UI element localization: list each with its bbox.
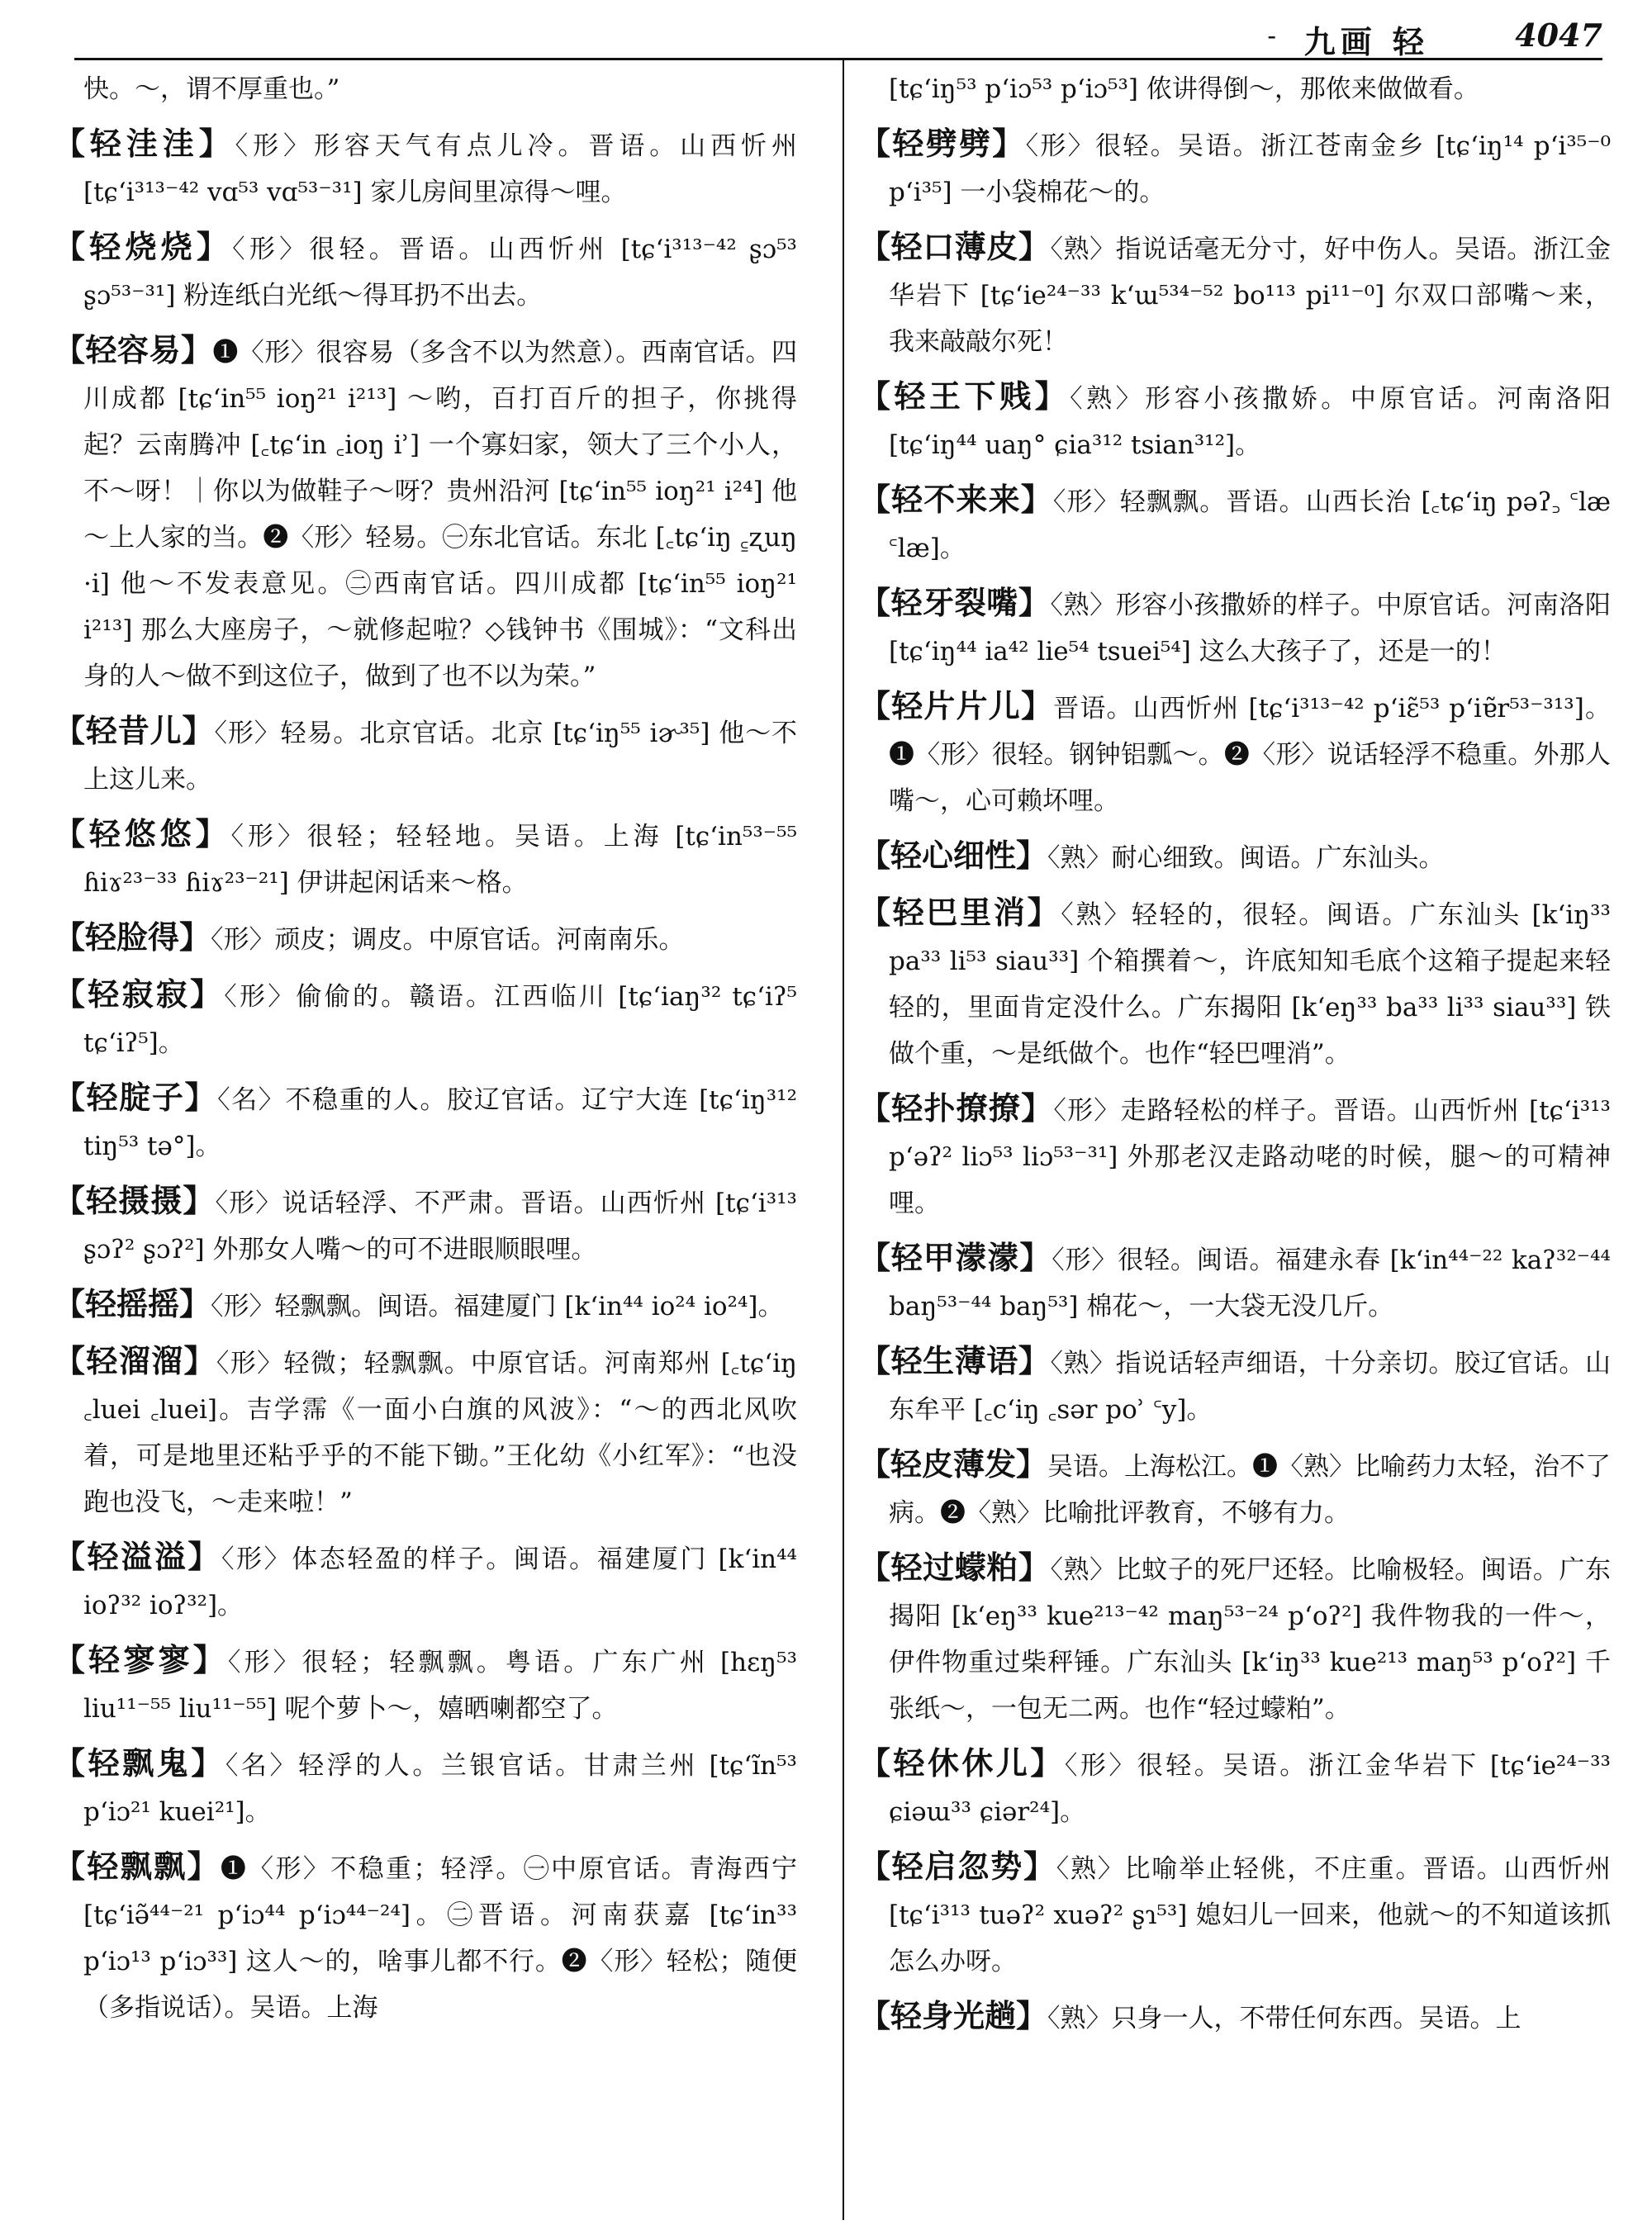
dictionary-entry	[859, 833, 1611, 881]
entry-headword: 【轻皮薄发】	[859, 1445, 1048, 1483]
entry-headword: 【轻溜溜】	[54, 1342, 216, 1379]
entry-definition: 〈熟〉指说话轻声细语，十分亲切。胶辽官话。山东牟平 [꜀cʻiŋ ꜀sər poʾ ꜂y]。	[889, 1349, 1611, 1425]
dictionary-entry	[54, 1338, 797, 1525]
entry-definition: 〈形〉走路轻松的样子。晋语。山西忻州 [tɕʻi³¹³ pʻəʔ² liɔ⁵³ liɔ⁵³⁻³¹] 外那老汉走路动咾的时候，腿～的可精神哩。	[889, 1096, 1611, 1218]
entry-definition: 〈熟〉指说话毫无分寸，好中伤人。吴语。浙江金华岩下 [tɕʻie²⁴⁻³³ kʻɯ⁵³⁴⁻⁵² bo¹¹³ pi¹¹⁻⁰] 尔双口部嘴～来，我来敲敲尔死！	[889, 235, 1611, 357]
dictionary-entry	[54, 224, 797, 319]
left-column	[54, 66, 797, 2039]
entry-definition: 吴语。上海松江。❶〈熟〉比喻药力太轻，治不了病。❷〈熟〉比喻批评教育，不够有力。	[889, 1452, 1612, 1528]
entry-definition: 〈形〉很轻。晋语。山西忻州 [tɕʻi³¹³⁻⁴² ʂɔ⁵³ ʂɔ⁵³⁻³¹] 粉连纸白光纸～得耳扔不出去。	[83, 235, 797, 311]
entry-definition: 〈熟〉比喻举止轻佻，不庄重。晋语。山西忻州 [tɕʻi³¹³ tuəʔ² xuəʔ² ʂɿ⁵³] 媳妇儿一回来，他就～的不知道该抓怎么办呀。	[889, 1854, 1611, 1976]
entry-headword: 【轻腚子】	[54, 1079, 218, 1116]
section-title: 九画 轻	[1303, 23, 1429, 60]
entry-definition: ❶〈形〉很容易（多含不以为然意）。西南官话。四川成都 [tɕʻin⁵⁵ ioŋ²¹ i²¹³] ～哟，百打百斤的担子，你挑得起？云南腾冲 [꜀tɕʻin ꜀ioŋ iʾ] 一个寡妇家，领大了三个小人，不～呀！｜你以为做鞋子～呀？贵州沿河 [tɕʻin⁵⁵ ioŋ²¹ i²⁴] 他～上人家的当。❷〈形〉轻易。㊀东北官话。东北 [꜀tɕʻiŋ ꜁ʐuŋ ·i] 他～不发表意见。㊁西南官话。四川成都 [tɕʻin⁵⁵ ioŋ²¹ i²¹³] 那么大座房子，～就修起啦？◇钱钟书《围城》：“文科出身的人～做不到这位子，做到了也不以为荣。”	[83, 338, 797, 691]
dictionary-entry	[859, 1740, 1611, 1835]
dictionary-entry	[859, 373, 1611, 468]
entry-definition: 〈形〉轻易。北京官话。北京 [tɕʻiŋ⁵⁵ iɚ³⁵] 他～不上这儿来。	[83, 719, 797, 795]
dictionary-entry	[54, 121, 797, 216]
entry-definition: 快。～，谓不厚重也。”	[83, 74, 340, 104]
entry-definition: 〈形〉很轻。吴语。浙江金华岩下 [tɕʻie²⁴⁻³³ ɕiəɯ³³ ɕiər²⁴]。	[889, 1751, 1611, 1827]
entry-definition: 〈熟〉轻轻的，很轻。闽语。广东汕头 [kʻiŋ³³ pa³³ li⁵³ siau³³] 个箱撰着～，许底知知毛底个这箱子提起来轻轻的，里面肯定没什么。广东揭阳 [kʻeŋ³³ ba³³ li³³ siau³³] 铁做个重，～是纸做个。也作“轻巴哩消”。	[889, 900, 1611, 1069]
dictionary-entry	[859, 1544, 1611, 1732]
entry-headword: 【轻王下贱】	[859, 377, 1070, 415]
entry-headword: 【轻扑撩撩】	[859, 1089, 1054, 1127]
dictionary-entry	[859, 1441, 1611, 1536]
dictionary-entry	[54, 1843, 797, 2031]
dictionary-entry	[859, 1338, 1611, 1433]
dictionary-entry	[859, 580, 1611, 675]
entry-definition: 〈熟〉比蚊子的死尸还轻。比喻极轻。闽语。广东揭阳 [kʻeŋ³³ kue²¹³⁻⁴² maŋ⁵³⁻²⁴ pʻoʔ²] 我件物我的一件～，伊件物重过柴秤锤。广东汕头 [kʻiŋ³³ kue²¹³ maŋ⁵³ pʻoʔ²] 千张纸～，一包无二两。也作“轻过蠓粕”。	[889, 1555, 1611, 1724]
dictionary-entry	[859, 1085, 1611, 1226]
entry-headword: 【轻溢溢】	[54, 1538, 221, 1575]
dictionary-entry	[859, 1235, 1611, 1330]
entry-headword: 【轻启忽势】	[859, 1848, 1056, 1885]
dictionary-entry	[859, 1843, 1611, 1985]
entry-headword: 【轻过蠓粕】	[859, 1549, 1051, 1586]
dictionary-entry	[54, 1075, 797, 1170]
entry-headword: 【轻不来来】	[859, 481, 1053, 518]
dictionary-entry	[54, 1178, 797, 1273]
entry-headword: 【轻生薄语】	[859, 1342, 1051, 1379]
entry-headword: 【轻飘飘】	[54, 1848, 221, 1885]
entry-definition: 〈名〉轻浮的人。兰银官话。甘肃兰州 [tɕʻĩn⁵³ pʻiɔ²¹ kuei²¹]。	[83, 1751, 797, 1827]
page-number: 4047	[1515, 17, 1602, 54]
entry-headword: 【轻洼洼】	[54, 125, 235, 162]
entry-definition: 〈熟〉只身一人，不带任何东西。吴语。上	[1047, 2004, 1521, 2033]
dictionary-entry	[54, 327, 797, 700]
entry-headword: 【轻巴里消】	[859, 894, 1061, 931]
entry-definition: 晋语。山西忻州 [tɕʻi³¹³⁻⁴² pʻiɛ̃⁵³ pʻiɐ̃r⁵³⁻³¹³]。❶〈形〉很轻。钢钟铝瓢～。❷〈形〉说话轻浮不稳重。外那人嘴～，心可赖坏哩。	[889, 694, 1611, 816]
dictionary-entry	[54, 1637, 797, 1732]
entry-headword: 【轻飘鬼】	[54, 1744, 225, 1782]
dictionary-entry	[54, 1281, 797, 1330]
dictionary-entry	[859, 1993, 1611, 2042]
entry-definition: 〈名〉不稳重的人。胶辽官话。辽宁大连 [tɕʻiŋ³¹² tiŋ⁵³ tə°]。	[83, 1085, 797, 1161]
dictionary-entry	[859, 890, 1611, 1077]
entry-definition: 〈形〉形容天气有点儿冷。晋语。山西忻州 [tɕʻi³¹³⁻⁴² vɑ⁵³ vɑ⁵³⁻³¹] 家儿房间里凉得～哩。	[83, 131, 797, 207]
entry-headword: 【轻片片儿】	[859, 687, 1054, 724]
entry-headword: 【轻休休儿】	[859, 1744, 1065, 1782]
entry-headword: 【轻容易】	[54, 331, 213, 368]
entry-headword: 【轻寥寥】	[54, 1641, 228, 1678]
entry-headword: 【轻甲濛濛】	[859, 1239, 1052, 1276]
entry-definition: 〈形〉轻飘飘。晋语。山西长治 [꜀tɕʻiŋ pəʔ꜆ ꜂læ ꜂læ]。	[889, 487, 1611, 563]
dictionary-entry	[859, 224, 1611, 365]
entry-headword: 【轻悠悠】	[54, 815, 231, 852]
entry-headword: 【轻牙裂嘴】	[859, 584, 1051, 621]
entry-headword: 【轻心细性】	[859, 837, 1048, 874]
entry-definition: 〈熟〉耐心细致。闽语。广东汕头。	[1047, 843, 1445, 873]
entry-definition: 〈形〉轻微；轻飘飘。中原官话。河南郑州 [꜀tɕʻiŋ ꜀luei ꜀luei]。吉学霈《一面小白旗的风波》：“～的西北风吹着，可是地里还粘乎乎的不能下锄。”王化幼《小红军》：“也没跑也没飞，～走来啦！”	[83, 1349, 797, 1517]
column-divider	[843, 59, 844, 2220]
entry-headword: 【轻寂寂】	[54, 975, 225, 1013]
entry-headword: 【轻身光趟】	[859, 1997, 1048, 2034]
dictionary-entry	[859, 66, 1611, 112]
dictionary-entry	[54, 1740, 797, 1835]
entry-definition: 〈形〉很轻；轻轻地。吴语。上海 [tɕʻin⁵³⁻⁵⁵ ɦiɤ²³⁻³³ ɦiɤ²³⁻²¹] 伊讲起闲话来～格。	[83, 822, 797, 898]
dictionary-entry	[54, 708, 797, 803]
entry-headword: 【轻劈劈】	[859, 125, 1026, 162]
entry-definition: ❶〈形〉不稳重；轻浮。㊀中原官话。青海西宁 [tɕʻiə̃⁴⁴⁻²¹ pʻiɔ⁴⁴ pʻiɔ⁴⁴⁻²⁴]。㊁晋语。河南获嘉 [tɕʻin³³ pʻiɔ¹³ pʻiɔ³³] 这人～的，啥事儿都不行。❷〈形〉轻松；随便（多指说话）。吴语。上海	[83, 1854, 797, 2023]
dictionary-entry	[54, 811, 797, 906]
entry-definition: 〈熟〉形容小孩撒娇。中原官话。河南洛阳 [tɕʻiŋ⁴⁴ uaŋ° ɕia³¹² tsian³¹²]。	[889, 384, 1611, 460]
dictionary-entry	[54, 1534, 797, 1629]
dictionary-entry	[859, 683, 1611, 824]
entry-definition: 〈形〉很轻。闽语。福建永春 [kʻin⁴⁴⁻²² kaʔ³²⁻⁴⁴ baŋ⁵³⁻⁴⁴ baŋ⁵³] 棉花～，一大袋无没几斤。	[889, 1245, 1611, 1321]
entry-definition: 〈形〉很轻；轻飘飘。粤语。广东广州 [hɛŋ⁵³ liu¹¹⁻⁵⁵ liu¹¹⁻⁵⁵] 呢个萝卜～，嬉晒喇都空了。	[83, 1648, 797, 1724]
entry-headword: 【轻昔儿】	[54, 712, 215, 749]
page-header	[74, 12, 1602, 60]
dictionary-entry	[54, 66, 797, 112]
entry-definition: 〈形〉偷偷的。赣语。江西临川 [tɕʻiaŋ³² tɕʻiʔ⁵ tɕʻiʔ⁵]。	[83, 982, 797, 1058]
entry-headword: 【轻口薄皮】	[859, 228, 1051, 265]
entry-headword: 【轻摇摇】	[54, 1285, 211, 1322]
entry-headword: 【轻摄摄】	[54, 1182, 216, 1219]
entry-definition: 〈形〉体态轻盈的样子。闽语。福建厦门 [kʻin⁴⁴ ioʔ³² ioʔ³²]。	[83, 1544, 797, 1620]
dictionary-entry	[54, 914, 797, 963]
entry-definition: 〈形〉顽皮；调皮。中原官话。河南南乐。	[211, 925, 685, 955]
entry-headword: 【轻脸得】	[54, 918, 211, 956]
entry-definition: 〈熟〉形容小孩撒娇的样子。中原官话。河南洛阳 [tɕʻiŋ⁴⁴ ia⁴² lie⁵⁴ tsuei⁵⁴] 这么大孩子了，还是一的！	[889, 591, 1611, 667]
dictionary-entry	[54, 971, 797, 1066]
entry-definition: 〈形〉轻飘飘。闽语。福建厦门 [kʻin⁴⁴ io²⁴ io²⁴]。	[211, 1292, 784, 1321]
dictionary-entry	[859, 477, 1611, 572]
dictionary-entry	[859, 121, 1611, 216]
entry-definition: 〈形〉很轻。吴语。浙江苍南金乡 [tɕʻiŋ¹⁴ pʻi³⁵⁻⁰ pʻi³⁵] 一小袋棉花～的。	[889, 131, 1611, 207]
entry-headword: 【轻烧烧】	[54, 228, 233, 265]
right-column	[859, 66, 1611, 2050]
header-dash: -	[1267, 20, 1276, 51]
entry-definition: [tɕʻiŋ⁵³ pʻiɔ⁵³ pʻiɔ⁵³] 侬讲得倒～，那侬来做做看。	[889, 74, 1479, 104]
entry-definition: 〈形〉说话轻浮、不严肃。晋语。山西忻州 [tɕʻi³¹³ ʂɔʔ² ʂɔʔ²] 外那女人嘴～的可不进眼顺眼哩。	[83, 1189, 797, 1264]
